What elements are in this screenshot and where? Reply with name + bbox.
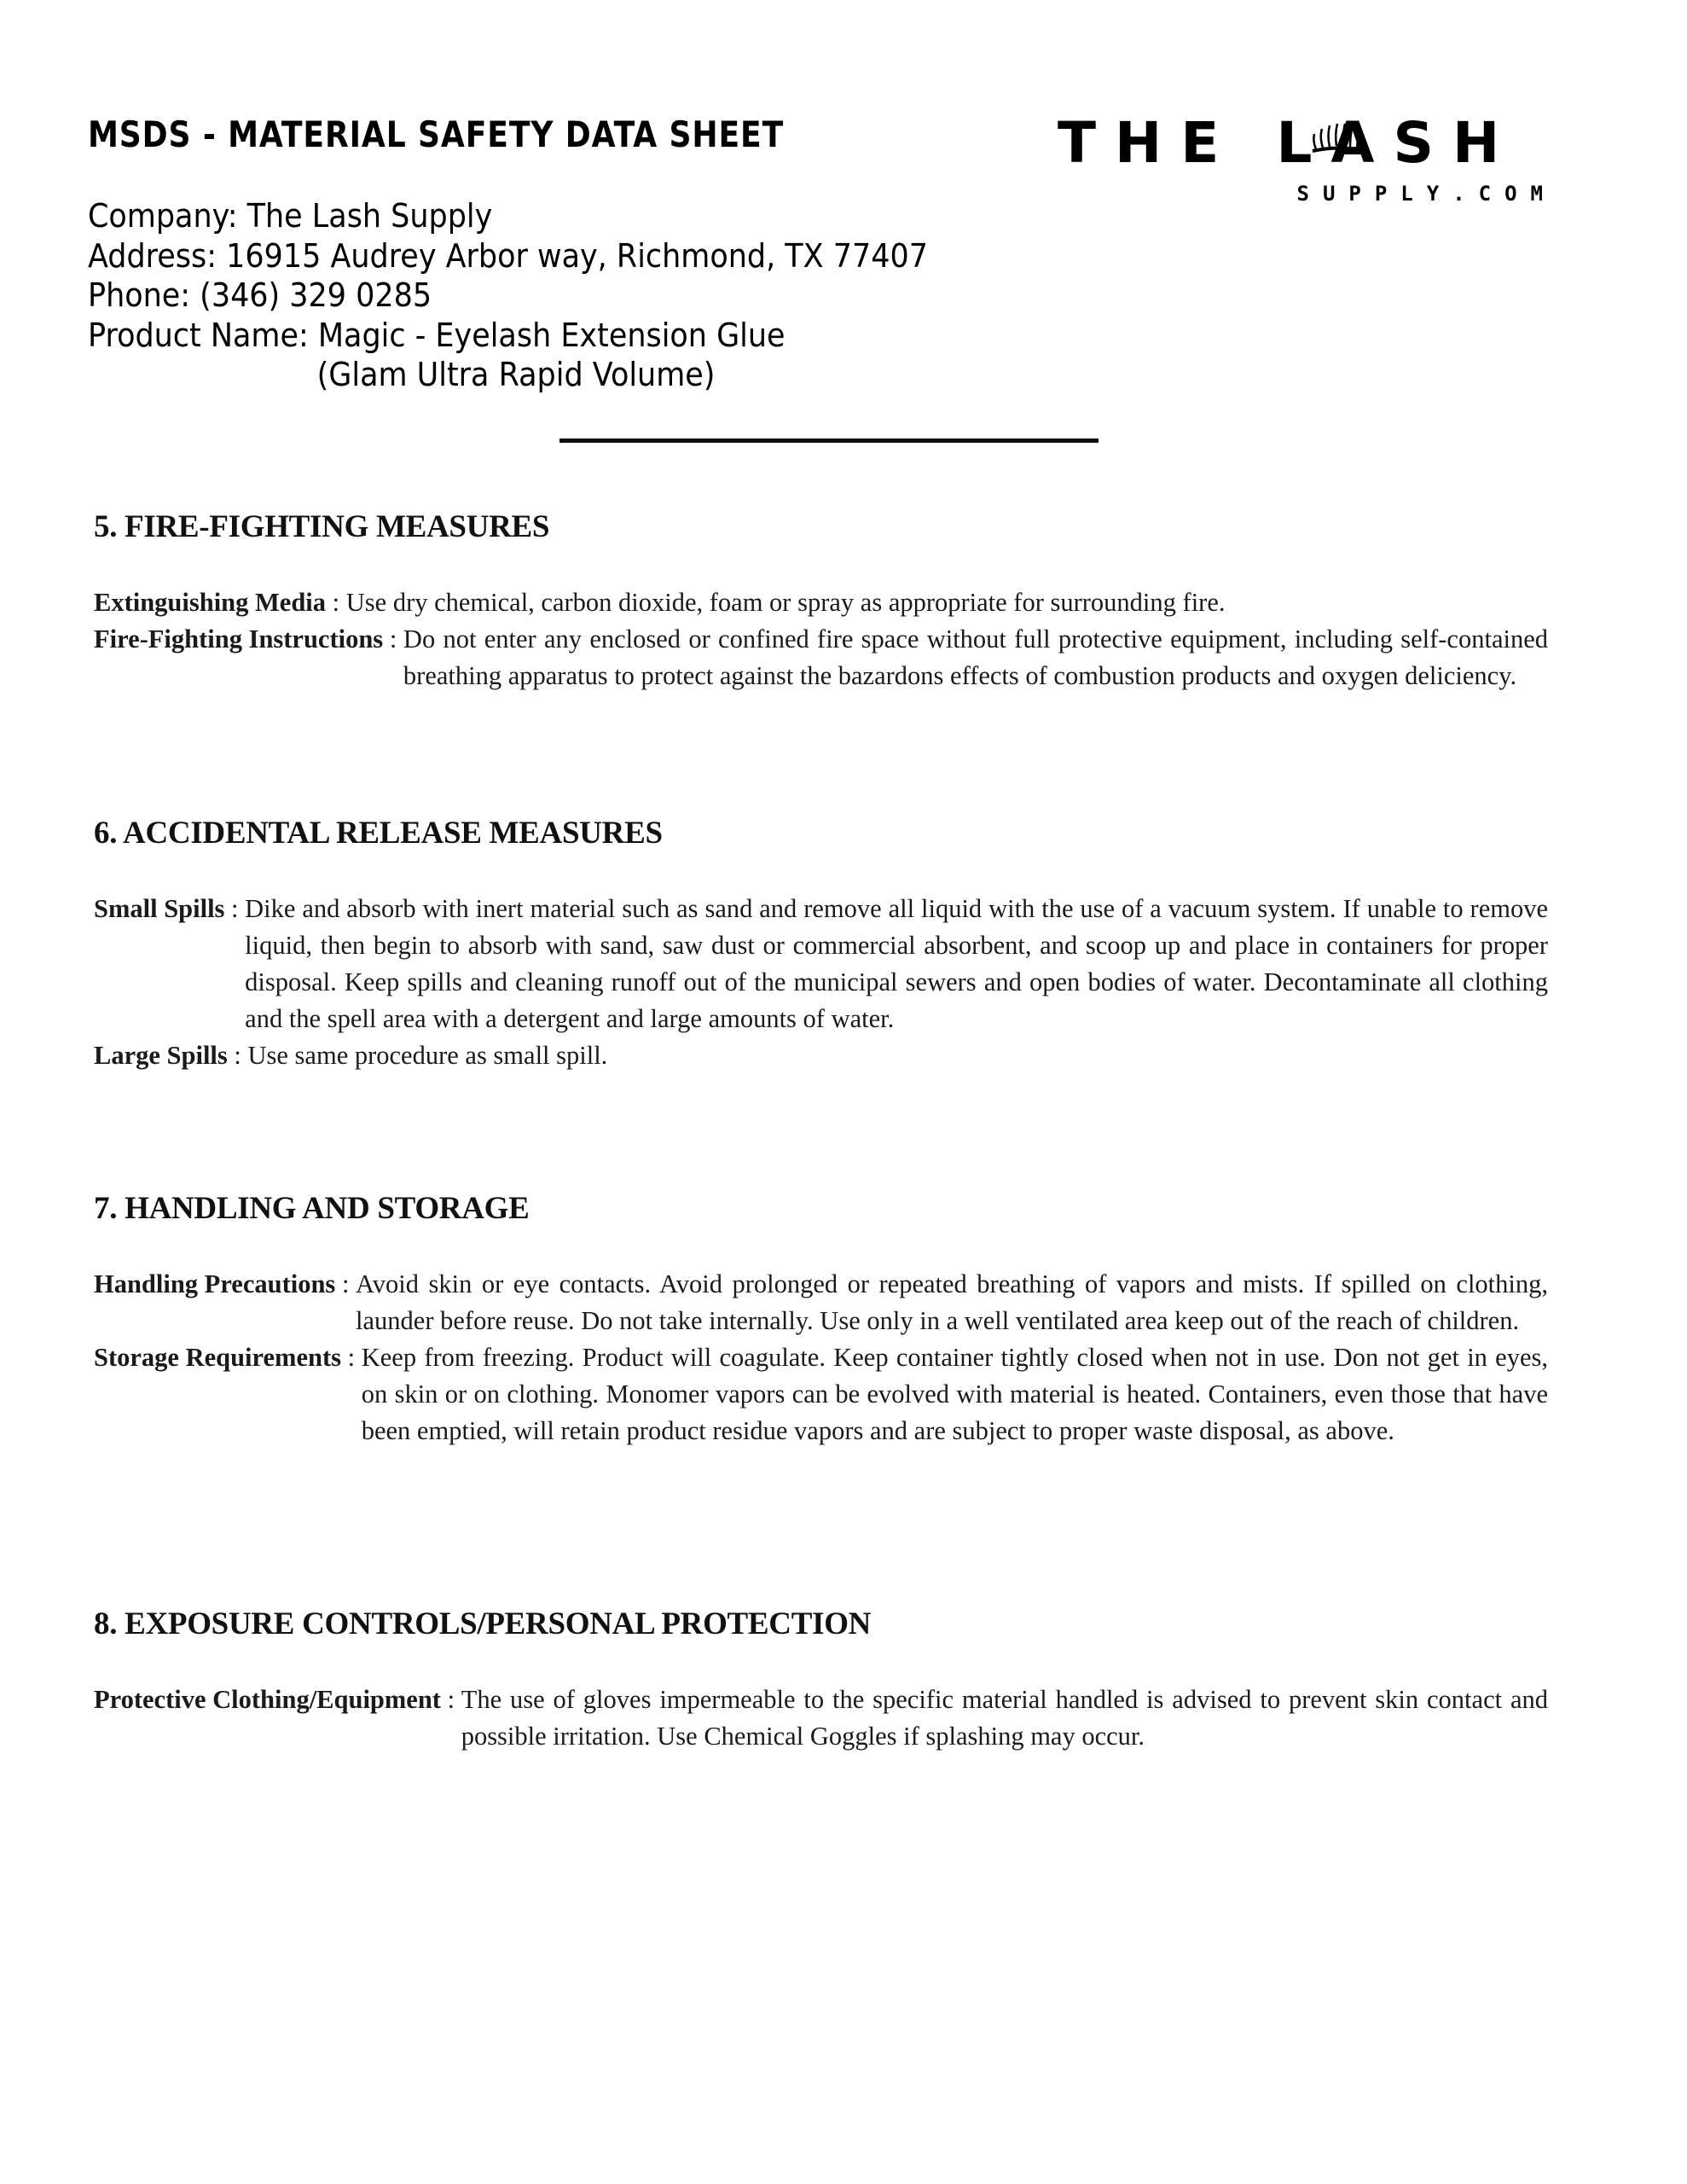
section-heading: 5. FIRE-FIGHTING MEASURES [94,509,550,544]
logo-main-text: THE LASH [1058,110,1519,176]
document-title: MSDS - MATERIAL SAFETY DATA SHEET [88,113,785,155]
entry-extinguishing-media [94,584,1548,621]
section-accidental-release [94,815,1548,1074]
entry-label: Small Spills [94,894,225,923]
entry-label: Handling Precautions [94,1269,336,1298]
entry-text: Use same procedure as small spill. [247,1041,608,1070]
section-heading: 7. HANDLING AND STORAGE [94,1191,530,1226]
section-heading: 6. ACCIDENTAL RELEASE MEASURES [94,816,663,851]
entry-handling-precautions [94,1266,1548,1339]
entry-text: Use dry chemical, carbon dioxide, foam or spray as appropriate for surrounding fire. [345,588,1226,617]
entry-label: Extinguishing Media [94,588,327,617]
entry-separator: : [440,1685,461,1714]
entry-label: Fire-Fighting Instructions [94,624,384,653]
entry-storage-requirements [94,1339,1548,1449]
entry-large-spills [94,1037,1548,1074]
entry-text: Keep from freezing. Product will coagulate. Keep container tightly closed when not in use. Don not get in eyes, on skin or on clothing. Monomer vapors can be evolved with material is heated. Containers, even those that have been emptied, will retain product residue vapors and are subject to proper waste disposal, as above. [361,1343,1548,1445]
entry-label: Large Spills [94,1041,228,1070]
entry-separator: : [341,1343,362,1372]
entry-separator: : [335,1269,357,1298]
entry-label: Storage Requirements [94,1343,341,1372]
entry-text: The use of gloves impermeable to the specific material handled is advised to prevent skin contact and possible irritation. Use Chemical Goggles if splashing may occur. [461,1685,1548,1751]
entry-separator: : [224,894,246,923]
company-phone: Phone: (346) 329 0285 [88,276,432,314]
company-logo [1058,110,1557,209]
eyelash-icon [1309,119,1377,156]
header-divider [559,439,1099,443]
entry-text: Avoid skin or eye contacts. Avoid prolonged or repeated breathing of vapors and mists. If spilled on clothing, launder before reuse. Do not take internally. Use only in a well ventilated area keep out of the reach of children. [356,1269,1548,1335]
product-variant: (Glam Ultra Rapid Volume) [316,356,716,393]
entry-separator: : [383,624,403,653]
entry-fire-fighting-instructions [94,621,1548,694]
entry-protective-clothing [94,1682,1548,1755]
entry-label: Protective Clothing/Equipment [94,1685,441,1714]
company-info-block [88,196,928,395]
company-address: Address: 16915 Audrey Arbor way, Richmond, TX 77407 [88,236,928,275]
company-name: Company: The Lash Supply [88,197,493,235]
entry-text: Do not enter any enclosed or confined fire space without full protective equipment, including self-contained breathing apparatus to protect against the bazardons effects of combustion products and oxygen deliciency. [403,624,1548,690]
product-name: Product Name: Magic - Eyelash Extension Glue [88,316,786,354]
entry-separator: : [227,1041,248,1070]
section-fire-fighting [94,508,1548,694]
logo-sub-text: SUPPLY.COM [1296,182,1557,206]
entry-separator: : [326,588,346,617]
section-heading: 8. EXPOSURE CONTROLS/PERSONAL PROTECTION [94,1606,872,1641]
entry-small-spills [94,891,1548,1037]
section-exposure-controls [94,1606,1548,1755]
entry-text: Dike and absorb with inert material such as sand and remove all liquid with the use of a vacuum system. If unable to remove liquid, then begin to absorb with sand, saw dust or commercial absorbent, and scoop up and place in containers for proper disposal. Keep spills and cleaning runoff out of the municipal sewers and open bodies of water. Decontaminate all clothing and the spell area with a detergent and large amounts of water. [245,894,1548,1033]
section-handling-storage [94,1190,1548,1449]
